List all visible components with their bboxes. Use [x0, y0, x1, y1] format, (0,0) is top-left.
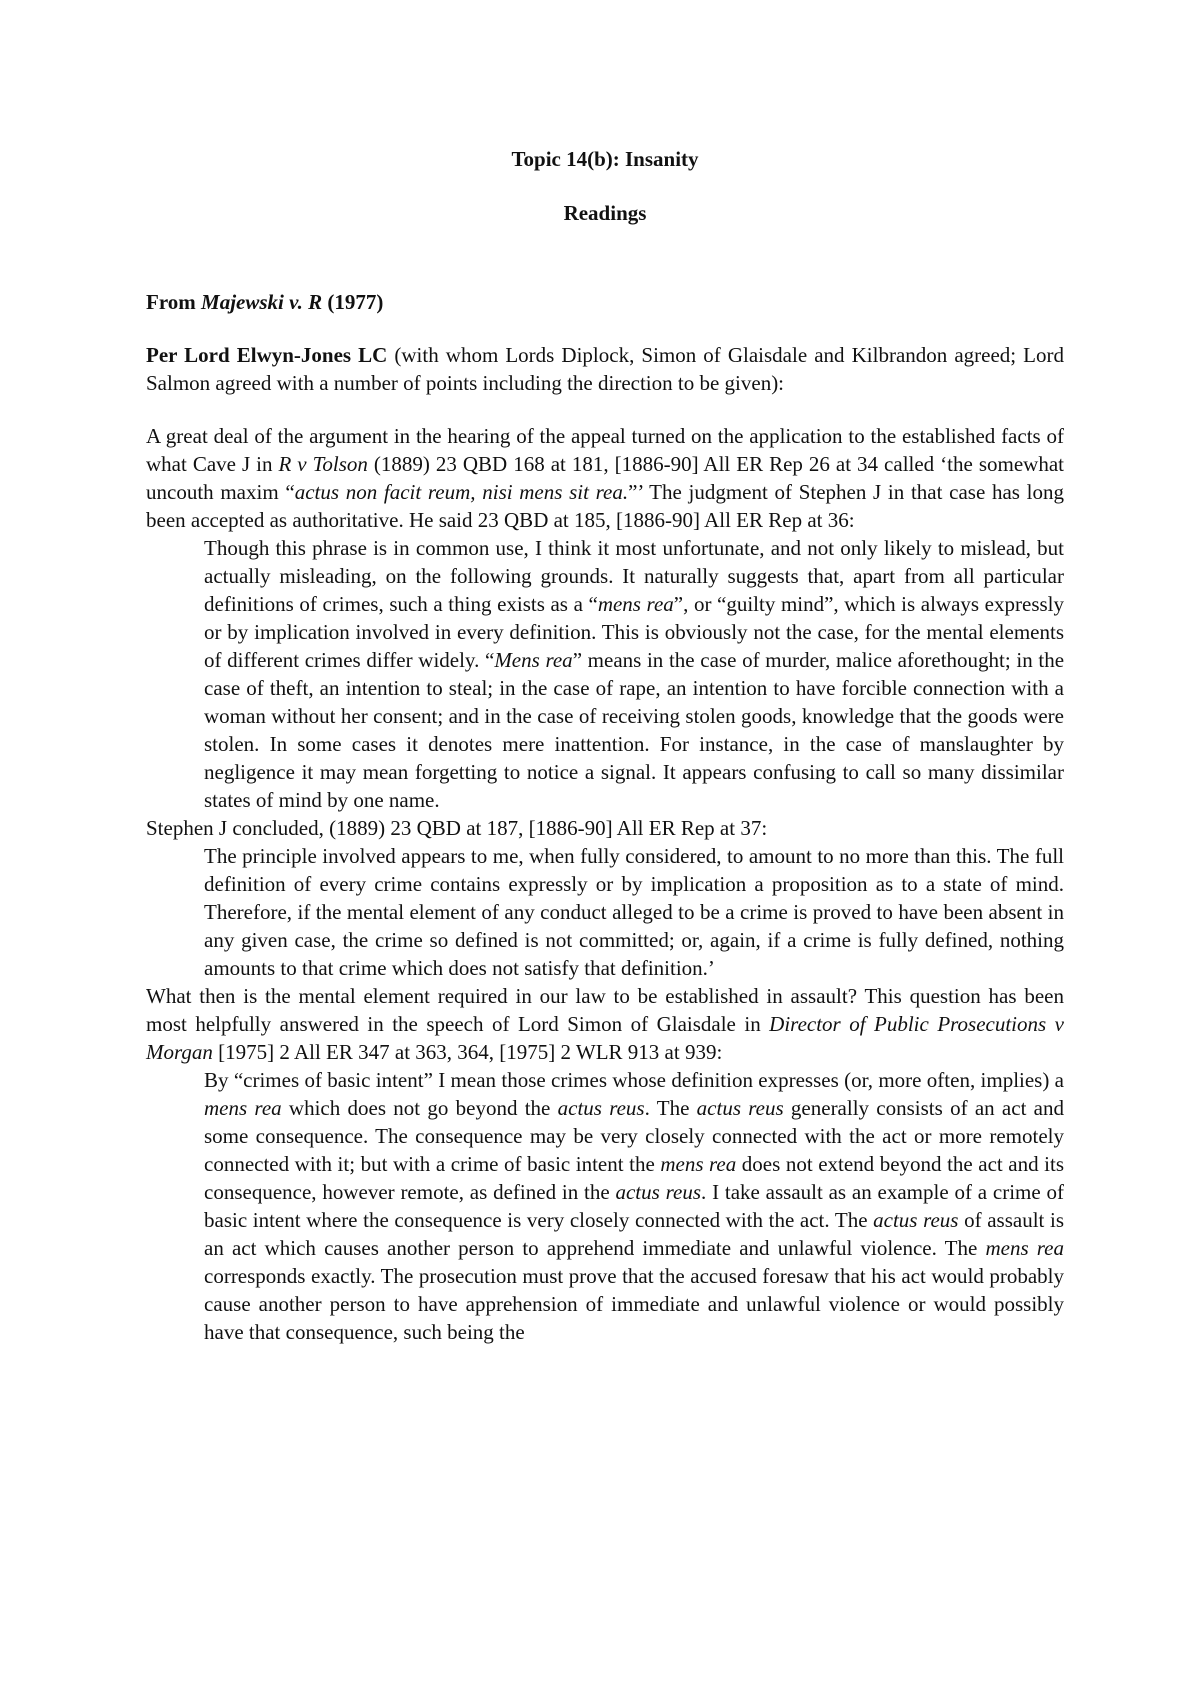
paragraph-3-text-a: What then is the mental element required in our law to be established in assault? This question has been most helpfully answered in the speech of Lord Simon of Glaisdale in	[146, 984, 1064, 1036]
block-quote-1	[204, 534, 1064, 814]
term-actus-reus: actus reus	[615, 1180, 702, 1204]
quote-1-text-c: ” means in the case of murder, malice aforethought; in the case of theft, an intention to steal; in the case of rape, an intention to have forcible connection with a woman without her consent; and in the case of receiving stolen goods, knowledge that the goods were stolen. In some cases it denotes mere inattention. For instance, in the case of manslaughter by negligence it may mean forgetting to notice a signal. It appears confusing to call so many dissimilar states of mind by one name.	[204, 648, 1065, 812]
judgment-intro	[146, 341, 1064, 397]
paragraph-1	[146, 422, 1064, 534]
quote-1-text-b: ”, or “guilty mind”, which is always expressly or by implication involved in every definition. This is obviously not the case, for the mental elements of different crimes differ widely. “	[204, 592, 1064, 672]
paragraph-3-text-b: [1975] 2 All ER 347 at 363, 364, [1975] 2 WLR 913 at 939:	[212, 1040, 723, 1064]
latin-maxim: actus non facit reum, nisi mens sit rea.	[294, 480, 629, 504]
term-mens-rea: Mens rea	[494, 648, 573, 672]
term-mens-rea: mens rea	[204, 1096, 282, 1120]
quote-3-text: . I take assault as an example of a crime of basic intent where the consequence is very closely connected with the act. The	[204, 1180, 1065, 1232]
page-subtitle: Readings	[563, 201, 647, 225]
case-heading-name: Majewski v. R	[201, 290, 323, 314]
case-heading	[146, 288, 1064, 316]
quote-3-text: generally consists of an act and some consequence. The consequence may be very closely connected with the act or more remotely connected with it; but with a crime of basic intent the	[204, 1096, 1064, 1176]
paragraph-2: Stephen J concluded, (1889) 23 QBD at 187, [1886-90] All ER Rep at 37:	[146, 816, 768, 840]
intro-text: (with whom Lords Diplock, Simon of Glaisdale and Kilbrandon agreed; Lord Salmon agreed with a number of points including the direction to be given):	[146, 343, 1065, 395]
quote-3-text: of assault is an act which causes another person to apprehend immediate and unlawful violence. The	[204, 1208, 1064, 1260]
term-mens-rea: mens rea	[985, 1236, 1064, 1260]
judge-name: Per Lord Elwyn-Jones LC	[146, 343, 388, 367]
paragraph-1-text-b: (1889) 23 QBD 168 at 181, [1886-90] All ER Rep 26 at 34 called ‘the somewhat uncouth maxim “	[146, 452, 1064, 504]
paragraph-1-text-a: A great deal of the argument in the hearing of the appeal turned on the application to the established facts of what Cave J in	[146, 424, 1064, 476]
paragraph-3	[146, 982, 1064, 1066]
case-heading-prefix: From	[146, 290, 202, 314]
case-heading-suffix: (1977)	[322, 290, 384, 314]
term-mens-rea: mens rea	[660, 1152, 737, 1176]
quote-3-text: . The	[644, 1096, 697, 1120]
term-actus-reus: actus reus	[873, 1208, 959, 1232]
paragraph-1-text-c: ”’ The judgment of Stephen J in that case has long been accepted as authoritative. He said 23 QBD at 185, [1886-90] All ER Rep at 36:	[146, 480, 1064, 532]
block-quote-2: The principle involved appears to me, when fully considered, to amount to no more than this. The full definition of every crime contains expressly or by implication a proposition as to a state of mind. Therefore, if the mental element of any conduct alleged to be a crime is proved to have been absent in any given case, the crime so defined is not committed; or, again, if a crime is fully defined, nothing amounts to that crime which does not satisfy that definition.’	[204, 844, 1064, 980]
case-citation-morgan: Director of Public Prosecutions v Morgan	[146, 1012, 1064, 1064]
quote-3-text: corresponds exactly. The prosecution must prove that the accused foresaw that his act would probably cause another person to have apprehension of immediate and unlawful violence or would possibly have that consequence, such being the	[204, 1264, 1064, 1344]
page-title: Topic 14(b): Insanity	[511, 147, 699, 171]
term-actus-reus: actus reus	[696, 1096, 784, 1120]
quote-3-text: By “crimes of basic intent” I mean those crimes whose definition expresses (or, more often, implies) a	[204, 1068, 1064, 1092]
case-citation-tolson: R v Tolson	[278, 452, 368, 476]
quote-1-text-a: Though this phrase is in common use, I think it most unfortunate, and not only likely to mislead, but actually misleading, on the following grounds. It naturally suggests that, apart from all particular definitions of crimes, such a thing exists as a “	[204, 536, 1064, 616]
block-quote-3	[204, 1066, 1064, 1346]
document-body	[146, 145, 1064, 1346]
term-actus-reus: actus reus	[557, 1096, 645, 1120]
term-mens-rea: mens rea	[597, 592, 674, 616]
quote-3-text: does not extend beyond the act and its consequence, however remote, as defined in the	[204, 1152, 1064, 1204]
quote-3-text: which does not go beyond the	[281, 1096, 558, 1120]
